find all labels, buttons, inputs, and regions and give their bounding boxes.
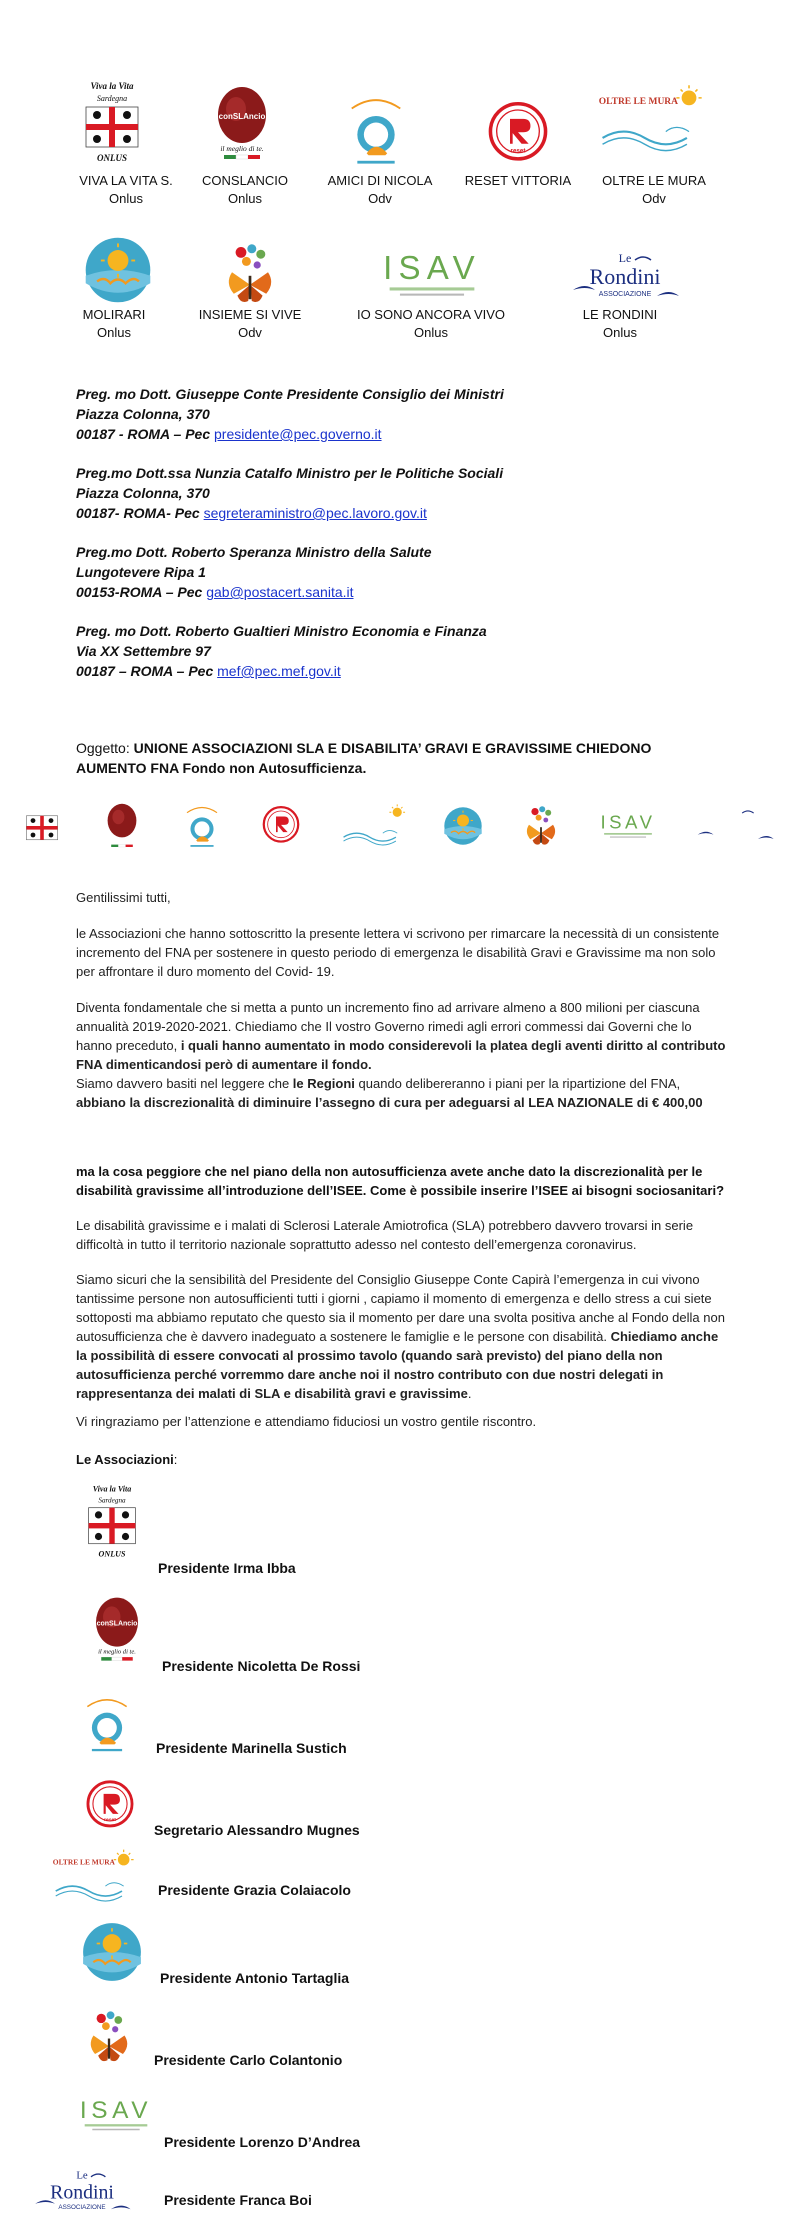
logo-caption-insieme: INSIEME SI VIVE Odv (198, 307, 302, 340)
paragraph-7: Vi ringraziamo per l’attenzione e attendiamo fiduciosi un vostro gentile riscontro. (76, 1414, 537, 1429)
svg-text:reset: reset (510, 147, 526, 155)
signature-de-rossi: Presidente Nicoletta De Rossi (162, 1658, 361, 1674)
strip-isav-logo (596, 806, 660, 846)
sig-viva-la-vita-logo (76, 1480, 148, 1566)
strip-viva-la-vita-logo (18, 798, 66, 854)
signature-boi: Presidente Franca Boi (164, 2192, 312, 2208)
strip-amici-di-nicola-logo (178, 800, 226, 852)
logo-caption-viva: VIVA LA VITA S. Onlus (79, 173, 173, 206)
svg-text:OLTRE LE MURA: OLTRE LE MURA (598, 97, 679, 108)
logo-caption-conslancio: CONSLANCIO Onlus (202, 173, 288, 206)
sig-amici-di-nicola-logo (76, 1690, 138, 1758)
paragraph-4: ma la cosa peggiore che nel piano della non autosufficienza avete anche dato la discrezionalità per le disabilità gravissime all’introduzione dell’ISEE. Come è possibile inserire l’ISEE ai bisogni sociosanitari? (76, 1164, 725, 1198)
svg-text:Rondini: Rondini (589, 264, 661, 289)
svg-text:il meglio di te.: il meglio di te. (98, 1648, 136, 1656)
strip-conslancio-logo (98, 798, 146, 854)
paragraph-3: Siamo davvero basiti nel leggere che le Regioni quando delibereranno i piani per la ripartizione del FNA, abbiano la discrezionalità di diminuire l’assegno di cura per adeguarsi al LEA NAZIONALE di € 400,00 (76, 1076, 703, 1110)
pec-link-gualtieri[interactable]: mef@pec.mef.gov.it (217, 663, 341, 679)
pec-link-catalfo[interactable]: segreteraministro@pec.lavoro.gov.it (203, 505, 427, 521)
molirari-logo (78, 232, 158, 308)
signature-dandrea: Presidente Lorenzo D’Andrea (164, 2134, 361, 2150)
signature-mugnes: Segretario Alessandro Mugnes (154, 1822, 360, 1838)
logo-caption-rondini: LE RONDINI Onlus (582, 307, 658, 340)
svg-text:il meglio di te.: il meglio di te. (220, 144, 264, 153)
sig-molirari-logo (78, 1918, 146, 1986)
svg-text:Le: Le (618, 251, 632, 265)
strip-reset-logo (257, 801, 305, 851)
logo-caption-nicola: AMICI DI NICOLA Odv (327, 173, 433, 206)
sig-conslancio-logo (82, 1590, 152, 1670)
signatures-title: Le Associazioni: (76, 1452, 178, 1467)
svg-text:ASSOCIAZIONE: ASSOCIAZIONE (598, 291, 652, 298)
conslancio-logo (202, 76, 282, 172)
strip-oltre-le-mura-logo (337, 802, 409, 850)
recipient-block-gualtieri: Preg. mo Dott. Roberto Gualtieri Ministro Economia e Finanza Via XX Settembre 97 00187 – ROMA – Pec mef@pec.mef.gov.it (76, 623, 487, 679)
svg-text:OLTRE LE MURA: OLTRE LE MURA (52, 1857, 115, 1867)
svg-text:ONLUS: ONLUS (98, 1549, 126, 1559)
isav-logo (372, 244, 492, 306)
signature-tartaglia: Presidente Antonio Tartaglia (160, 1970, 350, 1986)
svg-text:conSLAncio: conSLAncio (96, 1620, 138, 1628)
signature-colaiacolo: Presidente Grazia Colaiacolo (158, 1882, 351, 1898)
greeting: Gentilissimi tutti, (76, 890, 171, 905)
paragraph-2: Diventa fondamentale che si metta a punto un incremento fino ad arrivare almeno a 800 milioni per ciascuna annualità 2019-2020-2021. Chiediamo che Il vostro Governo rimedi agli errori commessi dai Governi che lo hanno preceduto, i quali hanno aumentato in modo considerevoli la platea degli aventi diritto al contributo FNA dimenticandosi però di aumentare il fondo. (76, 1000, 726, 1072)
reset-logo (478, 94, 558, 174)
svg-text:Sardegna: Sardegna (98, 1496, 126, 1505)
svg-text:Rondini: Rondini (50, 2181, 114, 2204)
viva-la-vita-logo (72, 76, 152, 172)
strip-insieme-si-vive-logo (517, 802, 565, 850)
logo-strip (18, 796, 778, 856)
recipient-block-conte: Preg. mo Dott. Giuseppe Conte Presidente Consiglio dei Ministri Piazza Colonna, 370 00187 - ROMA – Pec presidente@pec.governo.it (76, 386, 504, 442)
amici-di-nicola-logo (336, 88, 416, 172)
paragraph-6: Siamo sicuri che la sensibilità del Presidente del Consiglio Giuseppe Conte Capirà l’emergenza in cui vivono tantissime persone non autosufficienti tutti i giorni , capiamo il momento di emergenza e dello stress a cui siete sottoposti ma abbiamo reputato che questo sia il momento per dare una svolta positiva anche al Fondo della non autosufficienza che è davvero inadeguato a sostenere le famiglie e le persone con disabilità. Chiediamo anche la possibilità di essere convocati al prossimo tavolo (quando sarà previsto) del piano della non autosufficienza perché vorremmo dare anche noi il nostro contributo con due nostri delegati in rappresentanza dei malati di SLA e disabilità gravi e gravissime. (76, 1272, 725, 1401)
pec-link-conte[interactable]: presidente@pec.governo.it (214, 426, 382, 442)
strip-molirari-logo (441, 804, 485, 848)
insieme-si-vive-logo (212, 238, 288, 310)
logo-caption-molirari: MOLIRARI Onlus (82, 307, 146, 340)
recipient-block-catalfo: Preg.mo Dott.ssa Nunzia Catalfo Ministro per le Politiche Sociali Piazza Colonna, 370 00187- ROMA- Pec segreteraministro@pec.lavoro.gov.it (76, 465, 504, 521)
signature-colantonio: Presidente Carlo Colantonio (154, 2052, 343, 2068)
sig-reset-logo (78, 1774, 142, 1838)
sig-oltre-le-mura-logo (44, 1848, 142, 1906)
signature-sustich: Presidente Marinella Sustich (156, 1740, 347, 1756)
svg-text:Viva la Vita: Viva la Vita (92, 1484, 132, 1494)
strip-le-rondini-logo (692, 804, 778, 848)
svg-text:conSLAncio: conSLAncio (218, 112, 266, 121)
le-rondini-logo (560, 248, 690, 308)
signature-ibba: Presidente Irma Ibba (158, 1560, 296, 1576)
recipient-block-speranza: Preg.mo Dott. Roberto Speranza Ministro della Salute Lungotevere Ripa 1 00153-ROMA – Pec gab@postacert.sanita.it (76, 544, 432, 600)
svg-text:reset: reset (104, 1817, 116, 1823)
paragraph-1: le Associazioni che hanno sottoscritto la presente lettera vi scrivono per rimarcare la necessità di un consistente incremento del FNA per sostenere in questo periodo di emergenza le disabilità Gravi e Gravissime ma non solo per affrontare il duro momento del Covid- 19. (76, 926, 720, 979)
subject-line: Oggetto: UNIONE ASSOCIAZIONI SLA E DISABILITA’ GRAVI E GRAVISSIME CHIEDONO AUMENTO FNA Fondo non Autosufficienza. (76, 740, 652, 776)
logo-caption-oltre: OLTRE LE MURA Odv (602, 173, 706, 206)
svg-text:Viva la Vita: Viva la Vita (90, 81, 134, 91)
oltre-le-mura-logo (592, 80, 708, 160)
logo-caption-isav: IO SONO ANCORA VIVO Onlus (356, 307, 506, 340)
pec-link-speranza[interactable]: gab@postacert.sanita.it (206, 584, 354, 600)
svg-text:Le: Le (76, 2169, 88, 2182)
svg-text:ASSOCIAZIONE: ASSOCIAZIONE (58, 2204, 106, 2212)
sig-le-rondini-logo (26, 2166, 138, 2220)
paragraph-5: Le disabilità gravissime e i malati di Sclerosi Laterale Amiotrofica (SLA) potrebbero davvero trovarsi in serie difficoltà in tutto il territorio nazionale soprattutto adesso nel contesto dell’emergenza coronavirus. (76, 1218, 694, 1252)
svg-text:ONLUS: ONLUS (96, 153, 128, 163)
svg-text:Sardegna: Sardegna (96, 94, 128, 103)
sig-isav-logo (74, 2090, 158, 2140)
logo-caption-reset: RESET VITTORIA (464, 173, 572, 188)
sig-insieme-si-vive-logo (78, 2006, 140, 2068)
